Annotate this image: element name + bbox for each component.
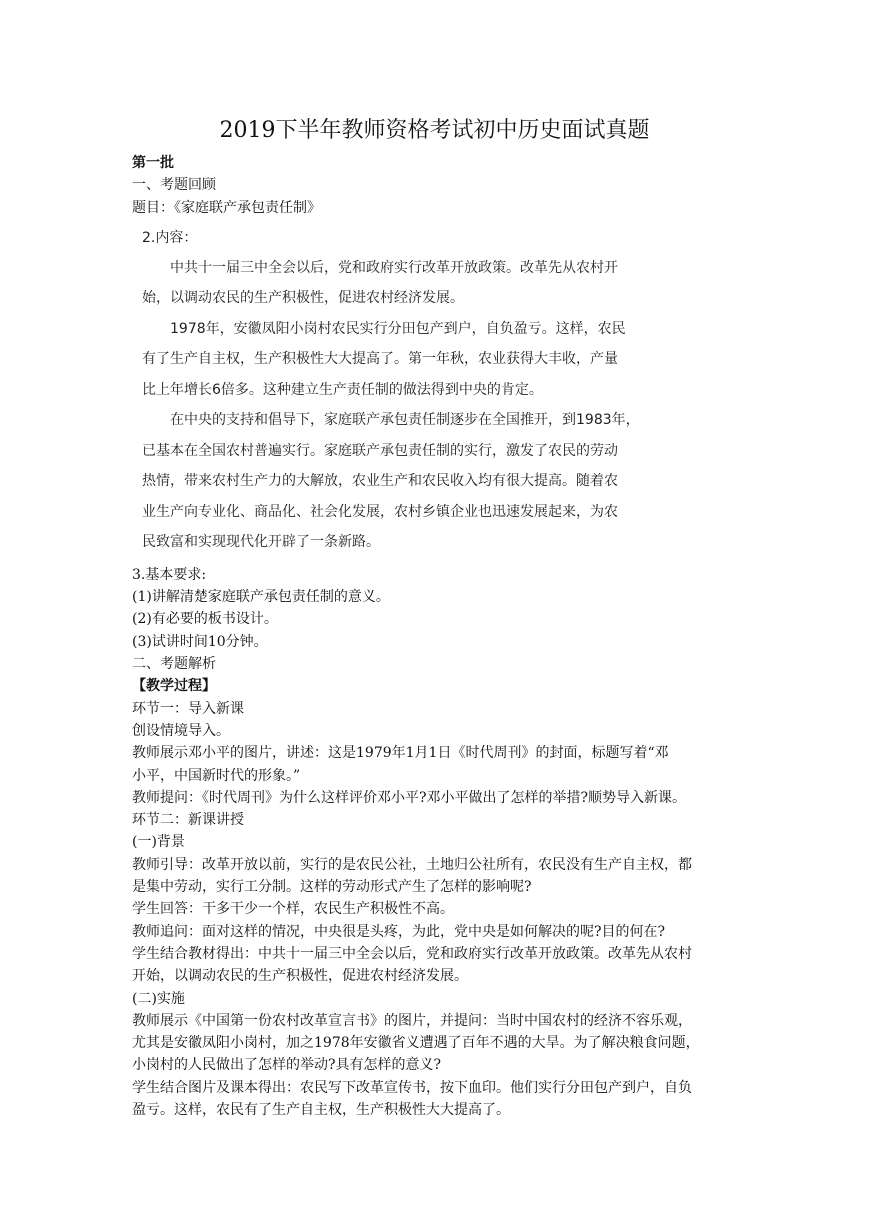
document-body bbox=[132, 152, 742, 1121]
body-line: 环节二：新课讲授 bbox=[132, 812, 244, 829]
body-line: 教师展示邓小平的图片，讲述：这是1979年1月1日《时代周刊》的封面，标题写着“邓 bbox=[132, 745, 669, 762]
requirement-item: (3)试讲时间10分钟。 bbox=[132, 633, 268, 650]
page-title: 2019下半年教师资格考试初中历史面试真题 bbox=[219, 118, 650, 143]
body-line: 学生回答：干多干少一个样，农民生产积极性不高。 bbox=[132, 901, 454, 918]
content-heading: 2.内容： bbox=[142, 229, 198, 246]
body-line: 小岗村的人民做出了怎样的举动?具有怎样的意义? bbox=[132, 1057, 442, 1074]
body-line: 教师追问：面对这样的情况，中央很是头疼，为此，党中央是如何解决的呢?目的何在? bbox=[132, 923, 666, 940]
section-heading-analysis: 二、考题解析 bbox=[132, 656, 216, 673]
content-line: 业生产向专业化、商品化、社会化发展，农村乡镇企业也迅速发展起来，为农 bbox=[142, 503, 618, 520]
content-line: 比上年增长6倍多。这种建立生产责任制的做法得到中央的肯定。 bbox=[142, 381, 543, 398]
process-heading: 【教学过程】 bbox=[132, 678, 216, 695]
requirement-item: (1)讲解清楚家庭联产承包责任制的意义。 bbox=[132, 589, 390, 606]
requirement-item: (2)有必要的板书设计。 bbox=[132, 611, 278, 628]
body-line: 尤其是安徽凤阳小岗村，加之1978年安徽省义遭遇了百年不遇的大旱。为了解决粮食问题， bbox=[132, 1035, 700, 1052]
content-line: 有了生产自主权，生产积极性大大提高了。第一年秋，农业获得大丰收，产量 bbox=[142, 351, 618, 368]
body-line: (二)实施 bbox=[132, 990, 185, 1007]
requirements-heading: 3.基本要求: bbox=[132, 566, 207, 583]
body-line: (一)背景 bbox=[132, 834, 185, 851]
body-line: 创设情境导入。 bbox=[132, 722, 230, 739]
content-line: 热情，带来农村生产力的大解放，农业生产和农民收入均有很大提高。随着农 bbox=[142, 473, 618, 490]
content-line: 始，以调动农民的生产积极性，促进农村经济发展。 bbox=[142, 290, 464, 307]
content-excerpt-image bbox=[132, 219, 702, 564]
body-line: 环节一：导入新课 bbox=[132, 700, 244, 717]
body-line: 教师展示《中国第一份农村改革宣言书》的图片，并提问：当时中国农村的经济不容乐观， bbox=[132, 1012, 692, 1029]
content-line: 中共十一届三中全会以后，党和政府实行改革开放政策。改革先从农村开 bbox=[170, 259, 618, 276]
batch-heading: 第一批 bbox=[132, 155, 174, 171]
topic-line: 题目：《家庭联产承包责任制》 bbox=[132, 199, 321, 216]
body-line: 是集中劳动，实行工分制。这样的劳动形式产生了怎样的影响呢? bbox=[132, 879, 532, 896]
content-line: 1978年，安徽凤阳小岗村农民实行分田包产到户，自负盈亏。这样，农民 bbox=[170, 320, 626, 337]
body-line: 学生结合图片及课本得出：农民写下改革宣传书，按下血印。他们实行分田包产到户，自负 bbox=[132, 1079, 692, 1096]
section-heading-review: 一、考题回顾 bbox=[132, 177, 216, 194]
body-line: 小平，中国新时代的形象。” bbox=[132, 767, 301, 784]
content-line: 已基本在全国农村普遍实行。家庭联产承包责任制的实行，激发了农民的劳动 bbox=[142, 442, 618, 459]
body-line: 盈亏。这样，农民有了生产自主权，生产积极性大大提高了。 bbox=[132, 1102, 510, 1119]
body-line: 学生结合教材得出：中共十一届三中全会以后，党和政府实行改革开放政策。改革先从农村 bbox=[132, 945, 692, 962]
body-line: 教师引导：改革开放以前，实行的是农民公社，土地归公社所有，农民没有生产自主权，都 bbox=[132, 856, 692, 873]
content-line: 民致富和实现现代化开辟了一条新路。 bbox=[142, 534, 380, 551]
body-line: 开始，以调动农民的生产积极性，促进农村经济发展。 bbox=[132, 968, 468, 985]
content-line: 在中央的支持和倡导下，家庭联产承包责任制逐步在全国推开，到1983年， bbox=[170, 412, 640, 429]
body-line: 教师提问：《时代周刊》为什么这样评价邓小平?邓小平做出了怎样的举措?顺势导入新课。 bbox=[132, 789, 687, 806]
